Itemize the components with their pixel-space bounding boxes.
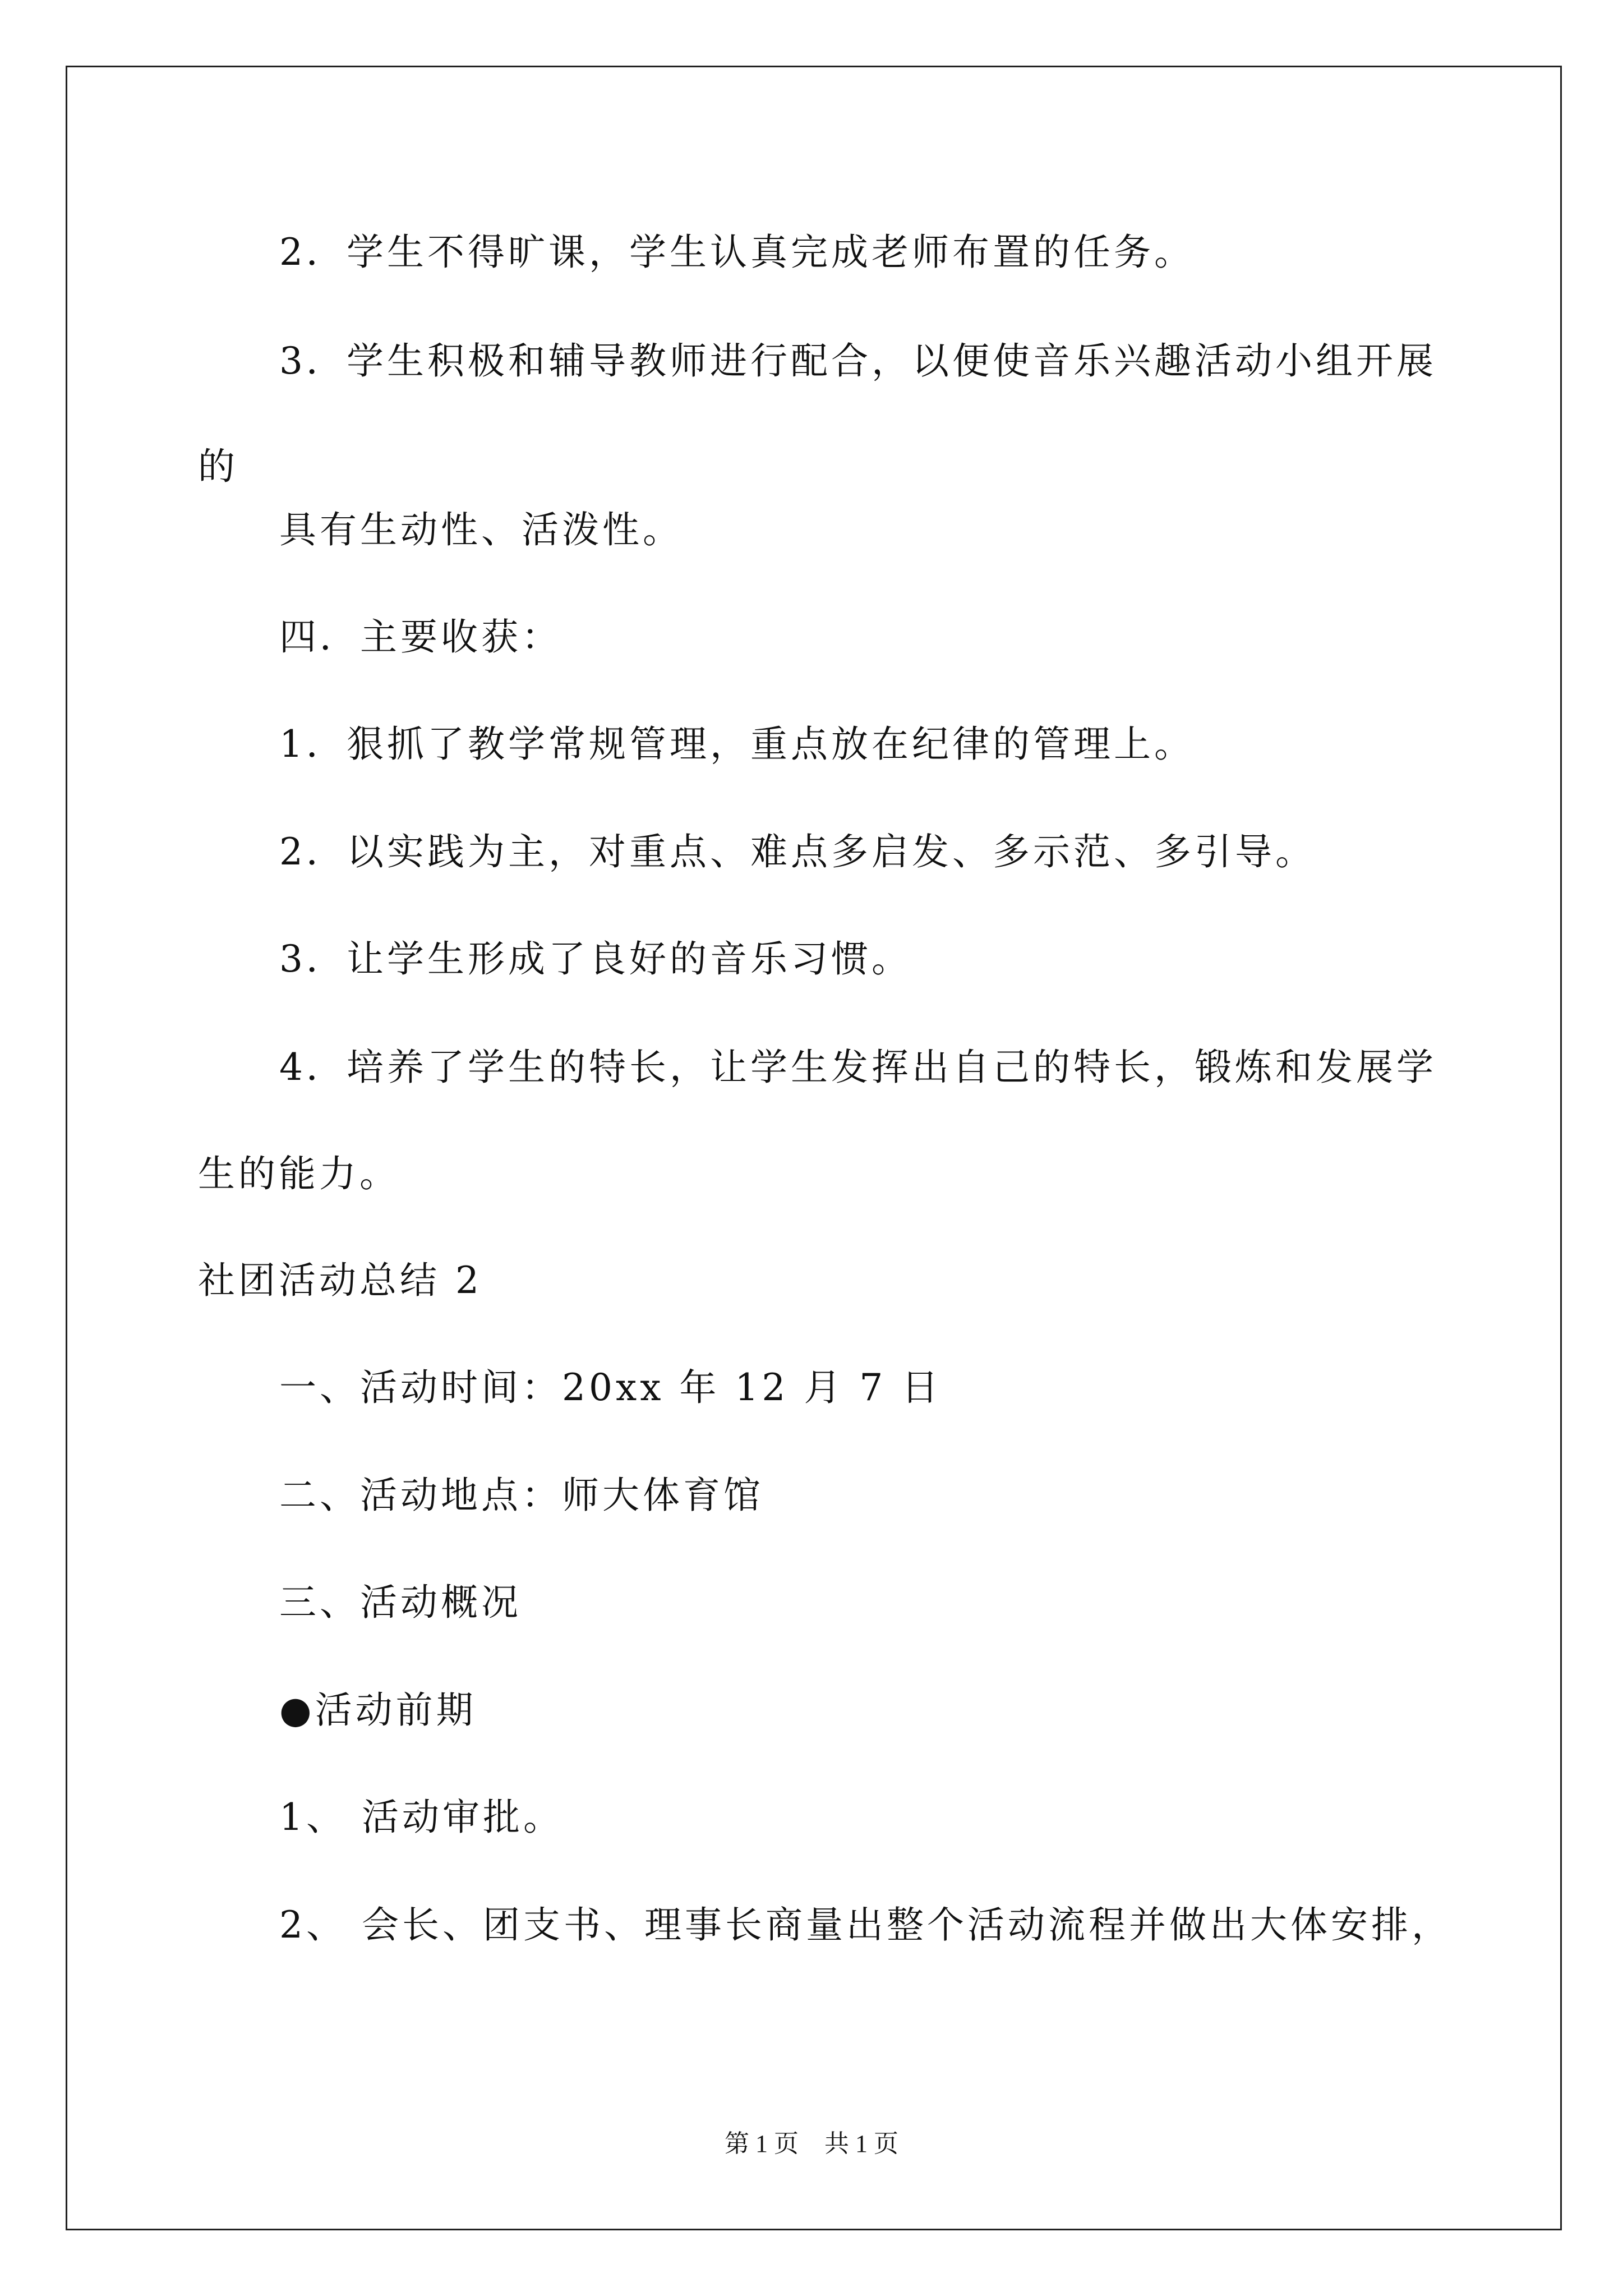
section-heading: 三、活动概况 — [279, 1581, 522, 1624]
paragraph-line: 2．学生不得旷课，学生认真完成老师布置的任务。 — [279, 231, 1195, 274]
paragraph-line: 3．学生积极和辅导教师进行配合，以便使音乐兴趣活动小组开展 — [279, 339, 1437, 383]
paragraph-line: 具有生动性、活泼性。 — [279, 508, 683, 551]
paragraph-line: 2．以实践为主，对重点、难点多启发、多示范、多引导。 — [279, 830, 1316, 873]
paragraph-line: 二、活动地点：师大体育馆 — [279, 1474, 764, 1517]
paragraph-line: 一、活动时间：20xx 年 12 月 7 日 — [279, 1366, 942, 1409]
page-total: 共 1 页 — [824, 2130, 898, 2157]
paragraph-line: 1．狠抓了教学常规管理，重点放在纪律的管理上。 — [279, 723, 1195, 766]
list-item: 1、 活动审批。 — [279, 1796, 564, 1839]
list-item: 2、 会长、团支书、理事长商量出整个活动流程并做出大体安排， — [279, 1903, 1452, 1947]
paragraph-line: 3．让学生形成了良好的音乐习惯。 — [279, 937, 912, 981]
bullet-heading: ●活动前期 — [279, 1688, 477, 1732]
page-footer — [0, 2132, 1623, 2156]
document-subtitle: 社团活动总结 2 — [198, 1259, 482, 1302]
page-number: 第 1 页 — [725, 2130, 799, 2157]
paragraph-line: 的 — [198, 445, 238, 488]
section-heading: 四．主要收获： — [279, 615, 562, 659]
paragraph-line: 4．培养了学生的特长，让学生发挥出自己的特长，锻炼和发展学 — [279, 1046, 1437, 1089]
paragraph-line: 生的能力。 — [198, 1152, 400, 1195]
